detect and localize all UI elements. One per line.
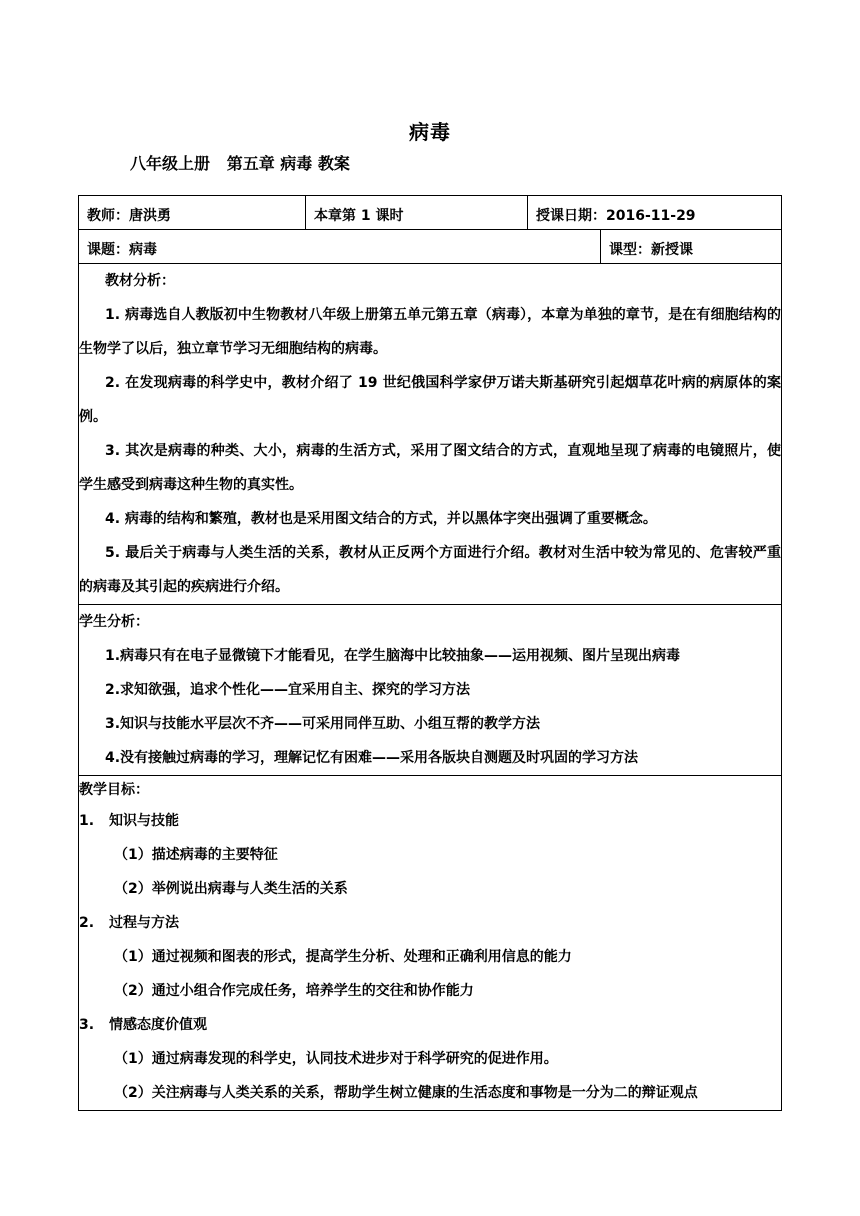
material-paragraph: 2. 在发现病毒的科学史中，教材介绍了 19 世纪俄国科学家伊万诺夫斯基研究引起烟草花叶病的病原体的案例。 xyxy=(79,375,781,425)
teacher-cell xyxy=(79,196,306,230)
goal-group-name: 过程与方法 xyxy=(109,915,179,931)
header-row-2 xyxy=(79,230,782,264)
material-heading: 教材分析： xyxy=(105,273,175,289)
teaching-goals-row xyxy=(79,776,782,1111)
topic-cell xyxy=(79,230,601,264)
header-row-1 xyxy=(79,196,782,230)
goal-group-number: 1. xyxy=(79,813,95,829)
lesson-plan-table xyxy=(78,195,782,1111)
goal-item: （2）关注病毒与人类关系的关系，帮助学生树立健康的生活态度和事物是一分为二的辩证观点 xyxy=(114,1085,698,1101)
material-paragraph: 1. 病毒选自人教版初中生物教材八年级上册第五单元第五章（病毒），本章为单独的章节，是在有细胞结构的生物学了以后，独立章节学习无细胞结构的病毒。 xyxy=(79,307,781,357)
goal-group-number: 3. xyxy=(79,1017,95,1033)
goal-group-title xyxy=(79,1008,781,1042)
student-analysis-row xyxy=(79,605,782,776)
teacher-name: 教师：唐洪勇 xyxy=(87,208,171,224)
teaching-goals-section xyxy=(79,776,782,1111)
student-item: 4.没有接触过病毒的学习，理解记忆有困难——采用各版块自测题及时巩固的学习方法 xyxy=(105,750,639,766)
document-title: 病毒 xyxy=(409,120,451,144)
goals-heading: 教学目标： xyxy=(79,782,149,798)
student-item: 2.求知欲强，追求个性化——宜采用自主、探究的学习方法 xyxy=(105,682,471,698)
goal-group-name: 知识与技能 xyxy=(109,813,179,829)
goal-item: （1）描述病毒的主要特征 xyxy=(114,847,278,863)
goal-group-number: 2. xyxy=(79,915,95,931)
lesson-cell xyxy=(306,196,528,230)
material-paragraph: 5. 最后关于病毒与人类生活的关系，教材从正反两个方面进行介绍。教材对生活中较为常见的、危害较严重的病毒及其引起的疾病进行介绍。 xyxy=(79,545,781,595)
student-analysis-section xyxy=(79,605,782,776)
document-subtitle: 八年级上册 第五章 病毒 教案 xyxy=(130,154,350,173)
goal-item: （1）通过病毒发现的科学史，认同技术进步对于科学研究的促进作用。 xyxy=(114,1051,558,1067)
material-paragraph: 4. 病毒的结构和繁殖，教材也是采用图文结合的方式，并以黑体字突出强调了重要概念。 xyxy=(105,511,657,527)
goal-item: （2）举例说出病毒与人类生活的关系 xyxy=(114,881,348,897)
material-analysis-section xyxy=(79,264,782,605)
student-item: 1.病毒只有在电子显微镜下才能看见，在学生脑海中比较抽象——运用视频、图片呈现出病毒 xyxy=(105,648,681,664)
student-item: 3.知识与技能水平层次不齐——可采用同伴互助、小组互帮的教学方法 xyxy=(105,716,541,732)
goal-group-title xyxy=(79,804,781,838)
date-cell xyxy=(528,196,782,230)
lesson-type: 课型：新授课 xyxy=(609,242,693,258)
goal-item: （2）通过小组合作完成任务，培养学生的交往和协作能力 xyxy=(114,983,474,999)
type-cell xyxy=(601,230,782,264)
goal-group-title xyxy=(79,906,781,940)
lesson-topic: 课题：病毒 xyxy=(87,242,157,258)
students-heading: 学生分析： xyxy=(79,614,149,630)
goal-group-name: 情感态度价值观 xyxy=(109,1017,207,1033)
material-analysis-row xyxy=(79,264,782,605)
lesson-number: 本章第 1 课时 xyxy=(314,208,404,224)
goal-item: （1）通过视频和图表的形式，提高学生分析、处理和正确利用信息的能力 xyxy=(114,949,572,965)
lesson-date: 授课日期：2016-11-29 xyxy=(536,208,696,224)
material-paragraph: 3. 其次是病毒的种类、大小，病毒的生活方式，采用了图文结合的方式，直观地呈现了病毒的电镜照片，使学生感受到病毒这种生物的真实性。 xyxy=(79,443,781,493)
